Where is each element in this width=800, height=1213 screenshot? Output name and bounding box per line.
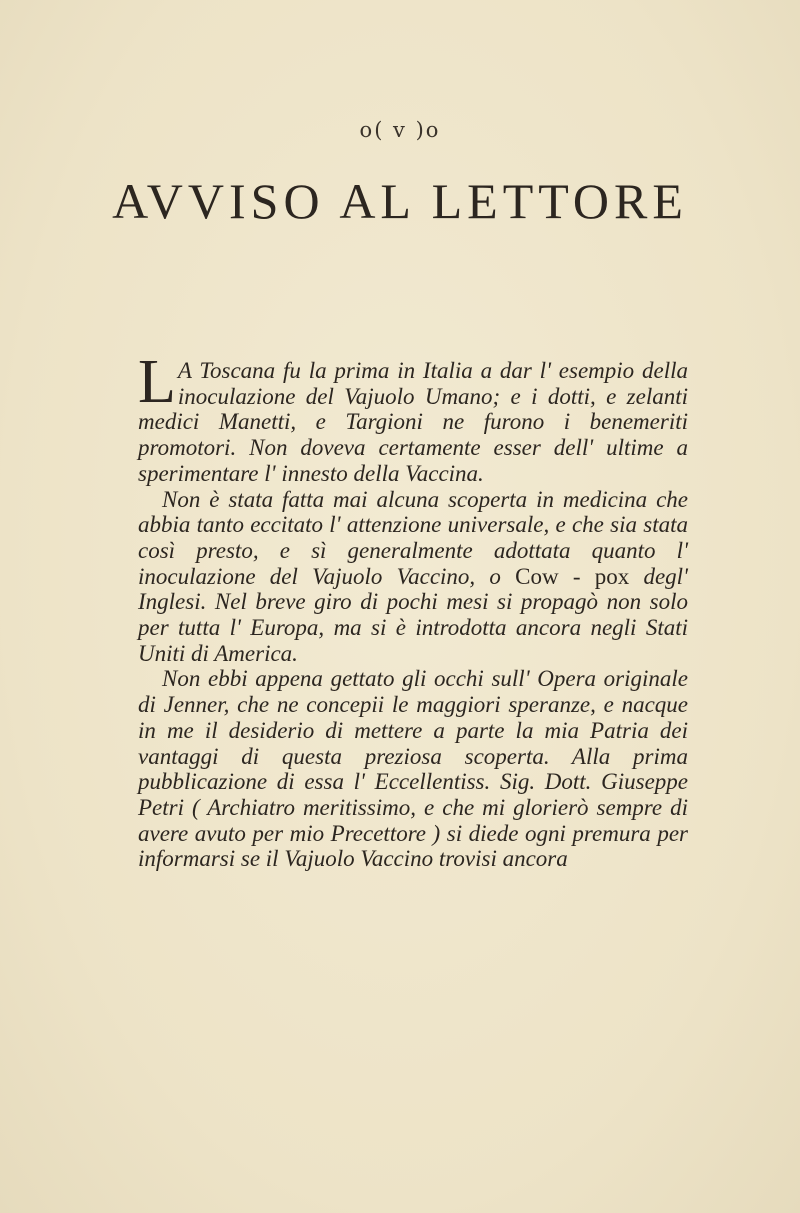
page-number: o( v )o	[359, 118, 441, 142]
paragraph-1-text: A Toscana fu la prima in Italia a dar l' esempio della inoculazione del Vajuolo Umano; e i dotti, e zelanti medici Manetti, e Targioni ne furono i benemeriti promotori. Non doveva certamente esser dell' ultime a sperimentare l' innesto della Vaccina.	[138, 358, 688, 486]
page-title: AVVISO AL LETTORE	[112, 173, 688, 229]
paragraph-2-cowpox: Cow - pox	[515, 563, 630, 589]
paragraph-2	[138, 487, 688, 667]
paragraph-2-text-b: degl' Inglesi. Nel breve giro di pochi mesi si propagò non solo per tutta l' Europa, ma si è introdotta ancora negli Stati Uniti di America.	[138, 563, 688, 666]
paragraph-3	[138, 666, 688, 872]
paragraph-2-text-a: Non è stata fatta mai alcuna scoperta in medicina che abbia tanto eccitato l' attenzione universale, e che sia stata così presto, e sì generalmente adottata quanto l' inoculazione del Vajuolo Vaccino, o	[138, 486, 688, 589]
body-text	[138, 348, 688, 872]
paragraph-1	[138, 348, 688, 487]
paragraph-3-text: Non ebbi appena gettato gli occhi sull' Opera originale di Jenner, che ne concepii le maggiori speranze, e nacque in me il desiderio di mettere a parte la mia Patria dei vantaggi di questa preziosa scoperta. Alla prima pubblicazione di essa l' Eccellentiss. Sig. Dott. Giuseppe Petri ( Archiatro meritissimo, e che mi glorierò sempre di avere avuto per mio Precettore ) si diede ogni premura per informarsi se il Vajuolo Vaccino trovisi ancora	[138, 666, 688, 872]
drop-cap: L	[138, 348, 176, 416]
